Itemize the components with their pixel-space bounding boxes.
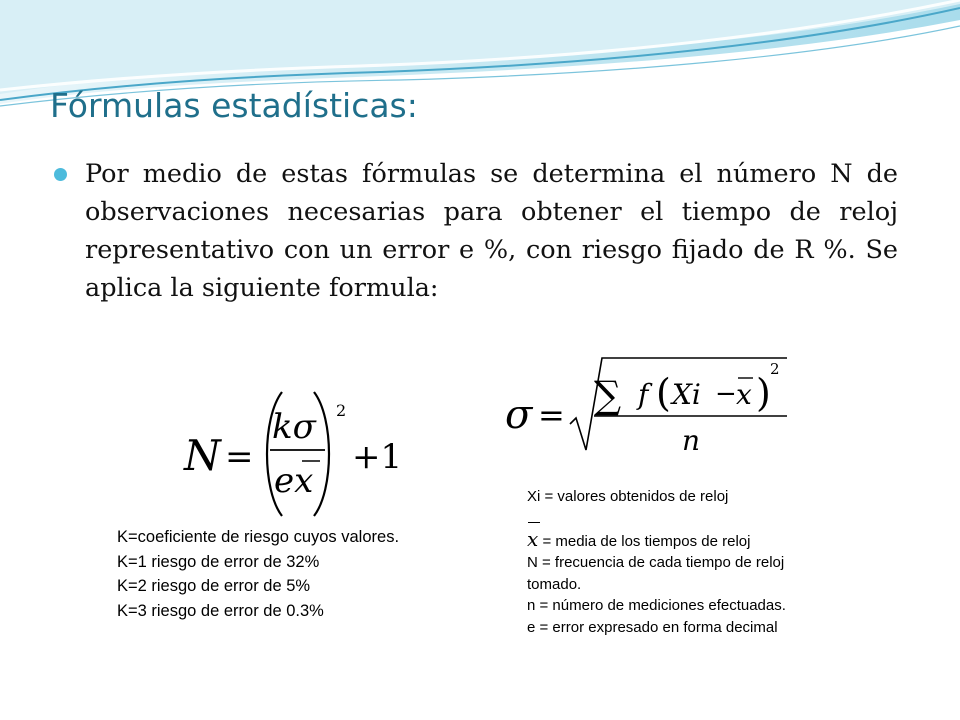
formula-sigma-minus: − xyxy=(715,379,737,409)
var-note-xbar-letter: x xyxy=(527,526,539,551)
k-note-2: K=2 riesgo de error de 5% xyxy=(117,577,311,595)
formula-sigma-equals: = xyxy=(538,396,565,434)
k-note-3: K=3 riesgo de error de 0.3% xyxy=(117,601,324,620)
formula-n-lhs: N xyxy=(184,431,221,480)
formula-n-denominator: ex xyxy=(274,461,314,501)
var-note-xbar-line xyxy=(528,522,540,523)
formula-sigma-denominator: n xyxy=(682,424,701,457)
var-note-xbar: = media de los tiempos de reloj xyxy=(538,532,751,550)
var-spacer xyxy=(527,508,927,530)
formula-sigma-paren-close: ) xyxy=(756,371,771,415)
var-note-n-lower: n = número de mediciones efectuadas. xyxy=(527,597,786,614)
formula-sigma-xi: Xi xyxy=(672,378,701,411)
formula-sigma-exponent: 2 xyxy=(770,360,780,378)
var-note-n-upper-1: N = frecuencia de cada tiempo de reloj xyxy=(527,554,785,571)
k-coefficient-notes xyxy=(117,525,417,623)
var-note-xi: Xi = valores obtenidos de reloj xyxy=(527,488,729,505)
formula-sigma-sum: ∑ xyxy=(594,373,622,417)
bullet-icon xyxy=(54,168,67,181)
var-note-xbar-symbol xyxy=(527,526,539,551)
formula-sigma-f: f xyxy=(638,378,649,411)
formula-n-plus-one: +1 xyxy=(352,437,403,477)
variable-definitions xyxy=(527,486,927,638)
formula-sigma-lhs: σ xyxy=(505,392,533,438)
k-note-1: K=1 riesgo de error de 32% xyxy=(117,552,320,571)
bullet-text: Por medio de estas fórmulas se determina el número N de observaciones necesarias para obtener el tiempo de reloj representativo con un error e %, con riesgo fijado de R %. Se aplica la siguiente formula: xyxy=(85,159,898,303)
var-note-xbar-row xyxy=(527,526,927,553)
k-note-definition: K=coeficiente de riesgo cuyos valores. xyxy=(117,528,400,546)
var-note-n-upper-2: tomado. xyxy=(527,575,582,593)
formula-n-numerator: kσ xyxy=(272,407,316,447)
formula-n-exponent: 2 xyxy=(336,401,347,420)
slide-title: Fórmulas estadísticas: xyxy=(50,86,418,125)
formula-n-paren-right xyxy=(314,392,329,516)
formula-sigma-xbar: x xyxy=(736,378,752,411)
var-note-e: e = error expresado en forma decimal xyxy=(527,618,778,636)
formula-n-equals: = xyxy=(225,437,254,477)
formula-sigma xyxy=(500,350,800,460)
formula-sigma-paren-open: ( xyxy=(656,371,671,415)
